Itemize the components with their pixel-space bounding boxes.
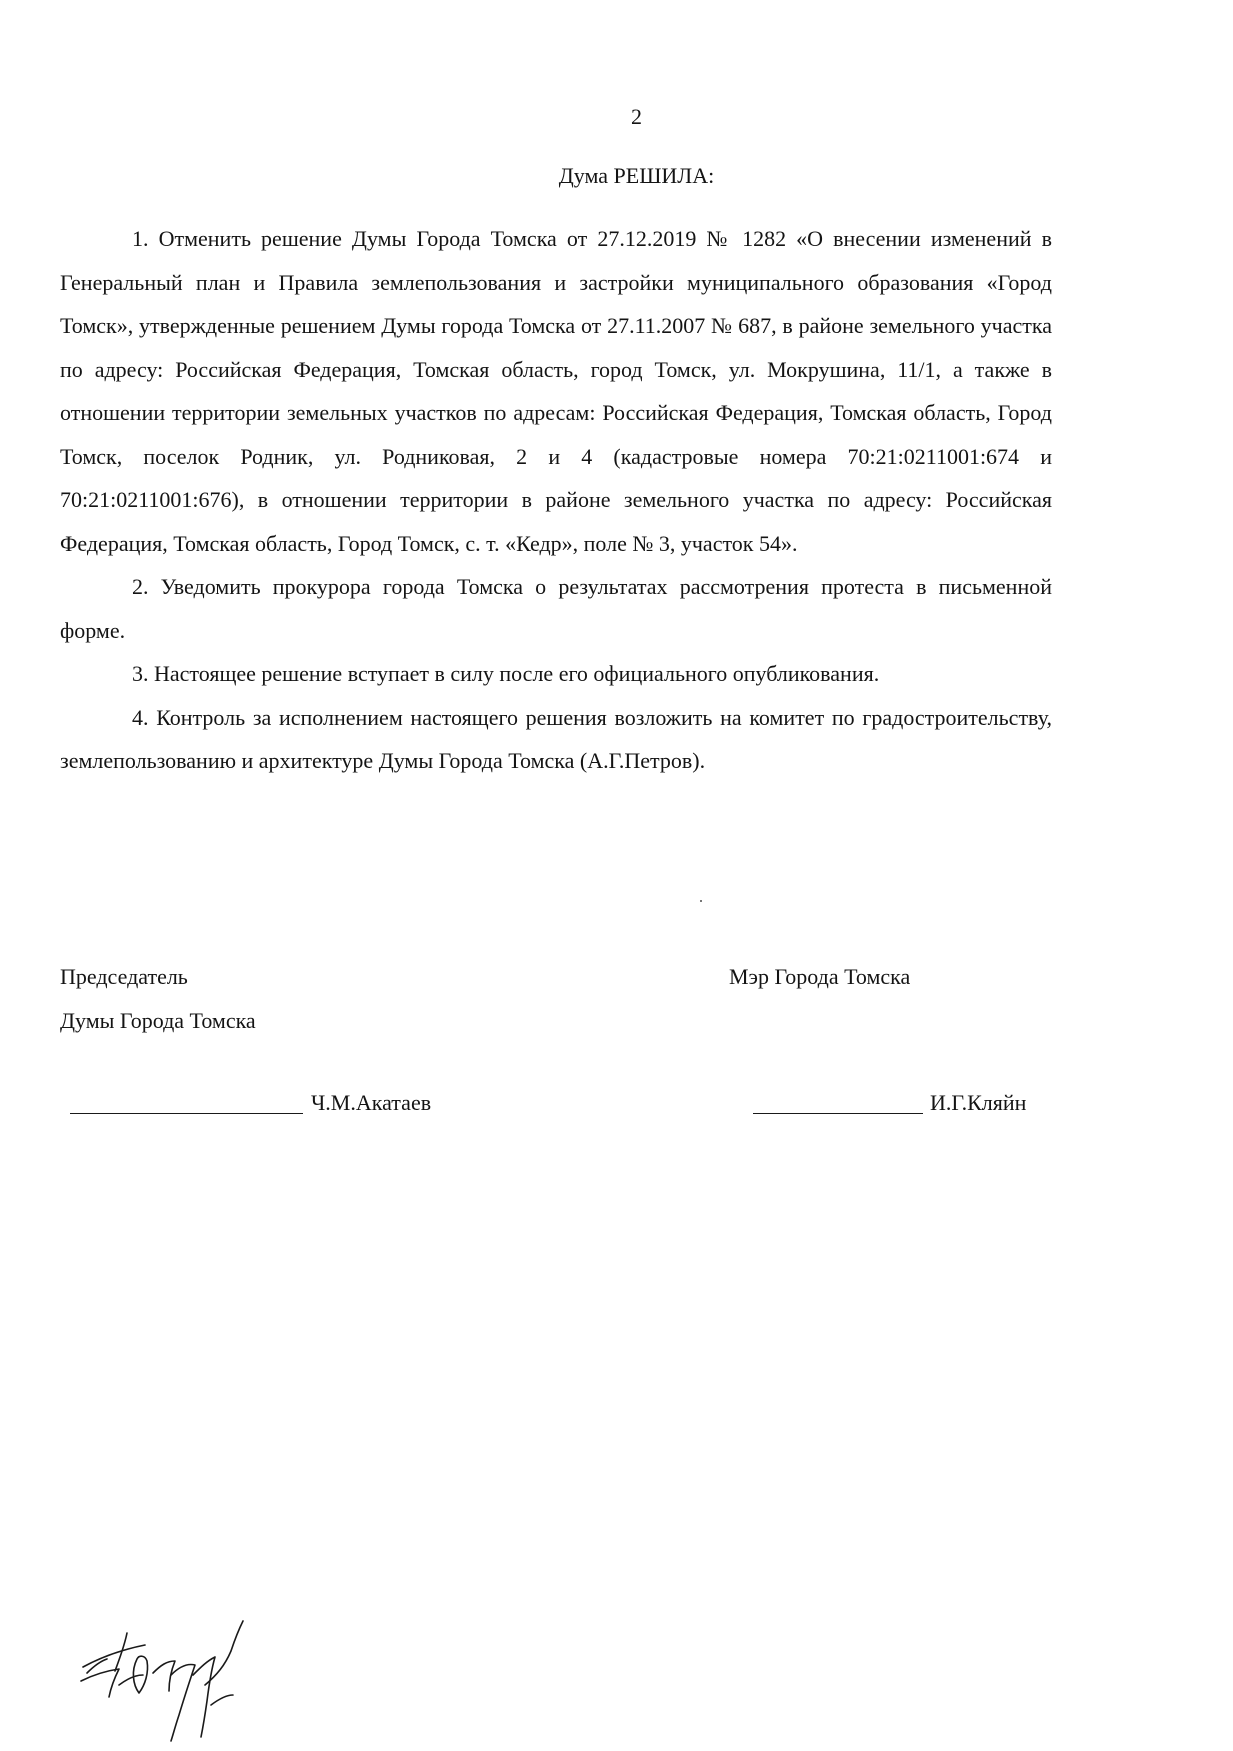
- decision-item-2: 2. Уведомить прокурора города Томска о результатах рассмотрения протеста в письменной форме.: [60, 574, 1052, 643]
- chairman-title-line1: Председатель: [60, 964, 188, 989]
- decision-heading: Дума РЕШИЛА:: [558, 163, 715, 188]
- scan-speck: [700, 900, 702, 902]
- chairman-title: [60, 955, 256, 1043]
- page-number: 2: [631, 104, 642, 129]
- mayor-title: Мэр Города Томска: [729, 964, 911, 989]
- chairman-signature-line: [70, 1113, 303, 1114]
- chairman-title-line2: Думы Города Томска: [60, 1008, 256, 1033]
- handwritten-initials-icon: [75, 1615, 275, 1745]
- chairman-name: Ч.М.Акатаев: [311, 1090, 432, 1115]
- mayor-signature-line: [753, 1113, 923, 1114]
- decision-item-1: 1. Отменить решение Думы Города Томска от 27.12.2019 № 1282 «О внесении изменений в Генеральный план и Правила землепользования и застройки муниципального образования «Город Томск», утвержденные решением Думы города Томска от 27.11.2007 № 687, в районе земельного участка по адресу: Российская Федерация, Томская область, город Томск, ул. Мокрушина, 11/1, а также в отношении территории земельных участков по адресам: Российская Федерация, Томская область, Город Томск, поселок Родник, ул. Родниковая, 2 и 4 (кадастровые номера 70:21:0211001:674 и 70:21:0211001:676), в отношении территории в районе земельного участка по адресу: Российская Федерация, Томская область, Город Томск, с. т. «Кедр», поле № 3, участок 54».: [60, 226, 1052, 556]
- decision-item-3: 3. Настоящее решение вступает в силу после его официального опубликования.: [132, 661, 880, 686]
- decision-body: [60, 217, 1052, 783]
- mayor-name: И.Г.Кляйн: [930, 1090, 1027, 1115]
- decision-item-4: 4. Контроль за исполнением настоящего решения возложить на комитет по градостроительству, землепользованию и архитектуре Думы Города Томска (А.Г.Петров).: [60, 704, 1052, 773]
